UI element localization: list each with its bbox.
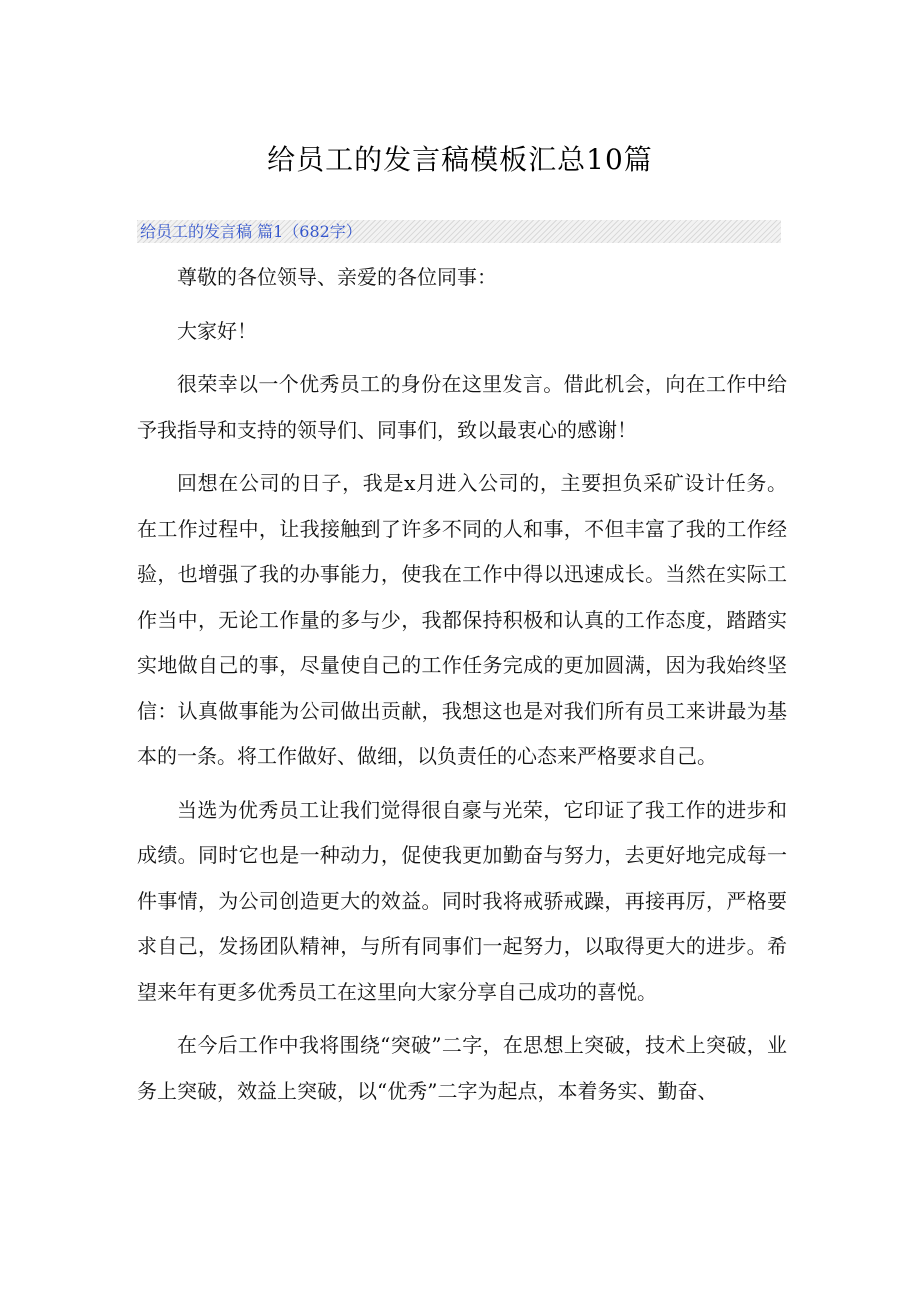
paragraph-experience: 回想在公司的日子，我是x月进入公司的，主要担负采矿设计任务。在工作过程中，让我接触到了许多不同的人和事，不但丰富了我的工作经验，也增强了我的办事能力，使我在工作中得以迅速成长。当然在实际工作当中，无论工作量的多与少，我都保持积极和认真的工作态度，踏踏实实地做自己的事，尽量使自己的工作任务完成的更加圆满，因为我始终坚信：认真做事能为公司做出贡献，我想这也是对我们所有员工来讲最为基本的一条。将工作做好、做细，以负责任的心态来严格要求自己。 <box>137 471 787 768</box>
paragraph-greeting: 大家好！ <box>177 318 257 343</box>
section-heading: 给员工的发言稿 篇1（682字） <box>140 222 362 241</box>
paragraph-honor: 当选为优秀员工让我们觉得很自豪与光荣，它印证了我工作的进步和成绩。同时它也是一种动力，促使我更加勤奋与努力，去更好地完成每一件事情，为公司创造更大的效益。同时我将戒骄戒躁，再接再厉，严格要求自己，发扬团队精神，与所有同事们一起努力，以取得更大的进步。希望来年有更多优秀员工在这里向大家分享自己成功的喜悦。 <box>137 797 787 1004</box>
document-title: 给员工的发言稿模板汇总10篇 <box>267 143 653 176</box>
paragraph-thanks: 很荣幸以一个优秀员工的身份在这里发言。借此机会，向在工作中给予我指导和支持的领导们、同事们，致以最衷心的感谢！ <box>137 372 787 442</box>
document-body <box>137 255 787 1122</box>
paragraph-future: 在今后工作中我将围绕“突破”二字，在思想上突破，技术上突破，业务上突破，效益上突破，以“优秀”二字为起点，本着务实、勤奋、 <box>137 1033 787 1103</box>
paragraph-salutation: 尊敬的各位领导、亲爱的各位同事： <box>177 265 497 289</box>
